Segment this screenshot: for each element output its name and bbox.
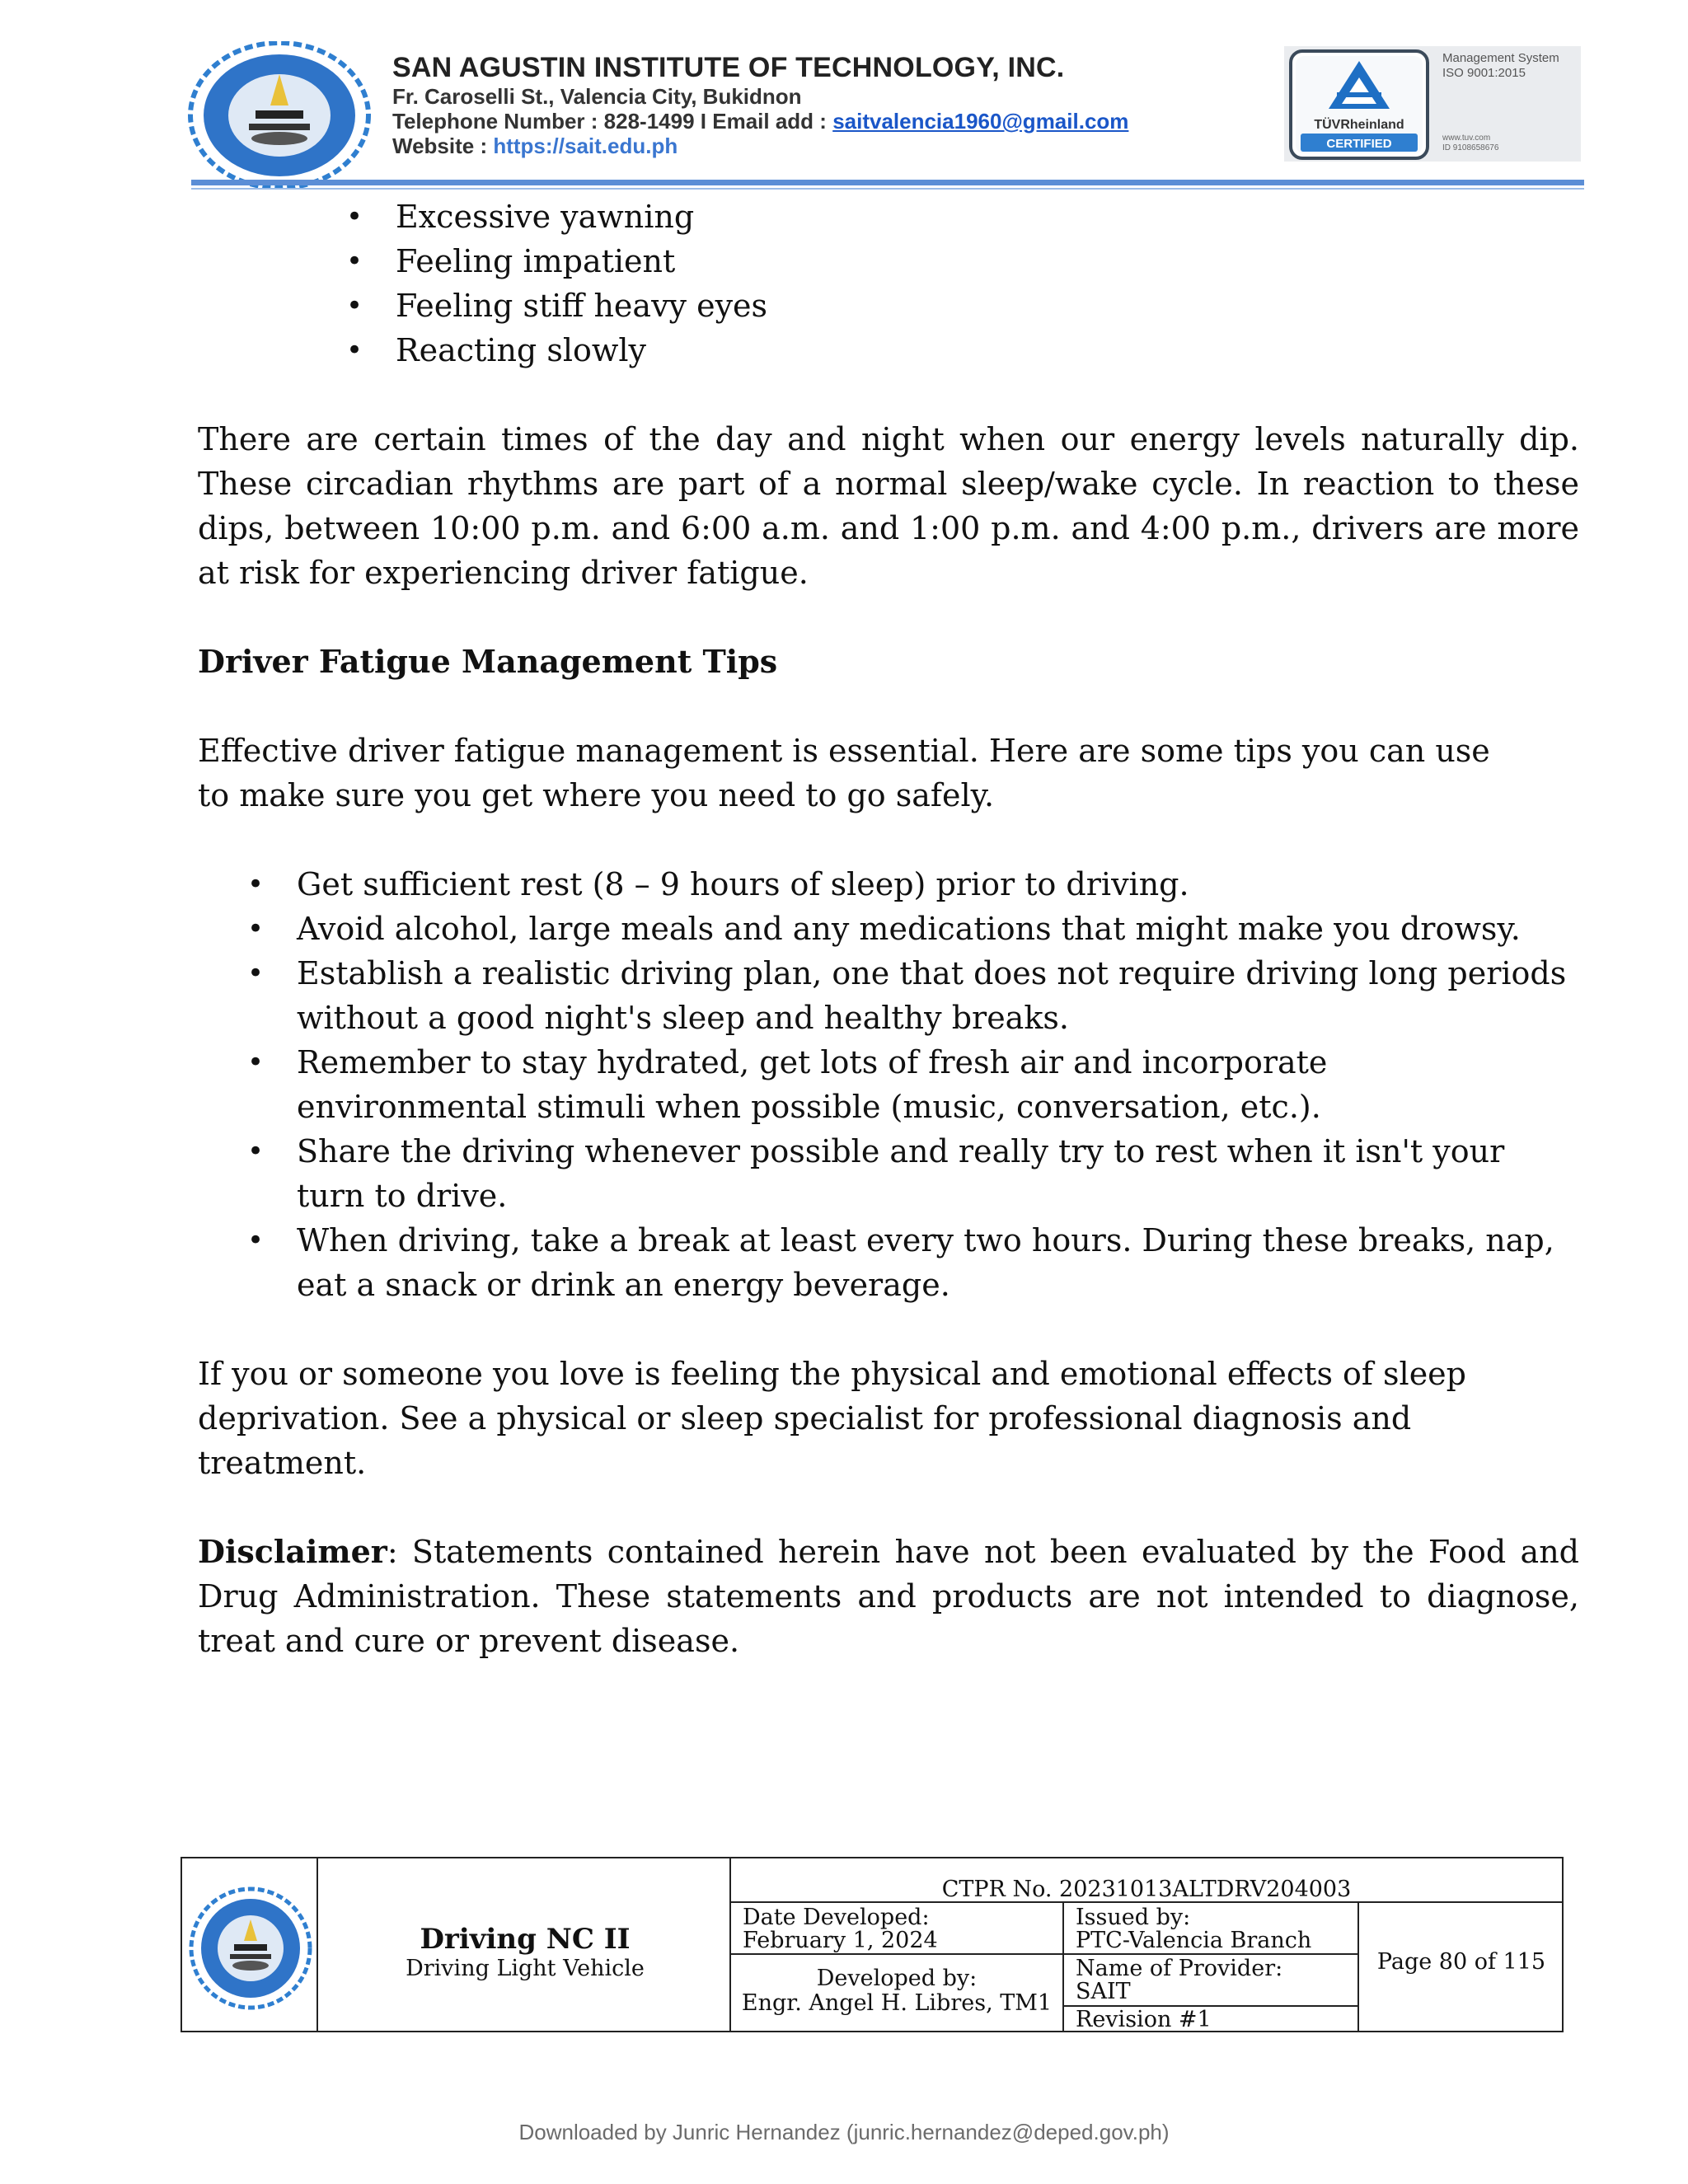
page-number: Page 80 of 115 — [1376, 1949, 1546, 1975]
course-title: Driving NC II — [420, 1923, 631, 1956]
cert-id-text — [1442, 134, 1498, 153]
institution-name: SAN AGUSTIN INSTITUTE OF TECHNOLOGY, INC. — [392, 52, 1065, 83]
page-content — [198, 194, 1579, 1663]
disclaimer-paragraph — [198, 1530, 1579, 1663]
course-subtitle: Driving Light Vehicle — [406, 1956, 645, 1981]
fatigue-signs-list — [396, 194, 1579, 373]
list-item: • Remember to stay hydrated, get lots of fresh air and incorporate environmental stimuli when possible (music, conversation, etc.). — [297, 1040, 1393, 1129]
download-note: Downloaded by Junric Hernandez (junric.hernandez@deped.gov.ph) — [518, 2120, 1170, 2144]
disclaimer-text: : Statements contained herein have not been evaluated by the Food and Drug Administration. These statements and products are not intended to diagnose, treat and cure or prevent disease. — [198, 1534, 1579, 1659]
phone-number: 828-1499 — [603, 109, 695, 134]
ctpr-number: CTPR No. 20231013ALTDRV204003 — [941, 1877, 1352, 1902]
provider-name: SAIT — [1076, 1979, 1131, 2004]
cert-system: Management System — [1442, 51, 1559, 65]
management-system-text — [1442, 51, 1574, 81]
iso-certification-box — [1284, 46, 1581, 162]
revision-number: Revision #1 — [1076, 2007, 1212, 2032]
section-heading: Driver Fatigue Management Tips — [198, 643, 778, 680]
header-rule-thin — [191, 188, 1584, 190]
website-line — [392, 134, 1128, 158]
header-rule — [191, 180, 1584, 185]
institution-address: Fr. Caroselli St., Valencia City, Bukidnon — [392, 84, 802, 109]
list-item: • Establish a realistic driving plan, one that does not require driving long periods without a good night's sleep and healthy breaks. — [297, 951, 1579, 1040]
issuer: PTC-Valencia Branch — [1076, 1928, 1312, 1953]
tips-list — [297, 862, 1579, 1307]
email-link[interactable]: saitvalencia1960@gmail.com — [832, 109, 1129, 134]
date-developed: February 1, 2024 — [743, 1928, 938, 1953]
cert-site: www.tuv.com — [1442, 134, 1491, 143]
list-item: • Feeling impatient — [396, 239, 1579, 284]
badge-label: CERTIFIED — [1326, 137, 1392, 151]
website-link[interactable]: https://sait.edu.ph — [493, 134, 678, 158]
date-developed-label: Date Developed: — [743, 1905, 930, 1930]
table-divider — [316, 1858, 318, 2031]
email-label: I Email add : — [700, 109, 827, 134]
circadian-paragraph: There are certain times of the day and night when our energy levels naturally dip. These circadian rhythms are part of a normal sleep/wake cycle. In reaction to these dips, between 10:00 p.m. and 6:00 a.m. and 1:00 p.m. and 4:00 p.m., drivers are more at risk for experiencing driver fatigue. — [198, 421, 1579, 591]
contact-line — [392, 109, 1128, 134]
institution-seal-icon — [188, 41, 371, 190]
cert-standard: ISO 9001:2015 — [1442, 66, 1526, 80]
list-item: • Get sufficient rest (8 – 9 hours of sleep) prior to driving. — [297, 862, 1579, 907]
badge-brand: TÜVRheinland — [1314, 118, 1404, 132]
developer-name: Engr. Angel H. Libres, TM1 — [741, 1990, 1053, 2016]
institution-seal-small-icon — [189, 1886, 312, 2010]
website-label: Website : — [392, 134, 488, 158]
phone-label: Telephone Number : — [392, 109, 598, 134]
list-item: • When driving, take a break at least every two hours. During these breaks, nap, eat a snack or drink an energy beverage. — [297, 1218, 1579, 1307]
document-header — [188, 41, 1581, 190]
list-item: • Feeling stiff heavy eyes — [396, 284, 1579, 328]
developed-by-label: Developed by: — [816, 1966, 978, 1991]
closing-paragraph: If you or someone you love is feeling the physical and emotional effects of sleep deprivation. See a physical or sleep specialist for professional diagnosis and treatment. — [198, 1356, 1466, 1481]
cert-id: ID 9108658676 — [1442, 143, 1499, 152]
list-item: • Reacting slowly — [396, 328, 1579, 373]
institution-info — [392, 51, 1128, 158]
list-item: • Excessive yawning — [396, 194, 1579, 239]
document-footer-table — [181, 1857, 1564, 2032]
table-divider — [1062, 1901, 1064, 2031]
provider-label: Name of Provider: — [1076, 1956, 1283, 1981]
list-item: • Avoid alcohol, large meals and any medications that might make you drowsy. — [297, 907, 1579, 951]
disclaimer-label: Disclaimer — [198, 1533, 387, 1570]
list-item: • Share the driving whenever possible and really try to rest when it isn't your turn to drive. — [297, 1129, 1533, 1218]
tuv-certified-badge-icon — [1289, 49, 1429, 160]
intro-paragraph: Effective driver fatigue management is essential. Here are some tips you can use to make sure you get where you need to go safely. — [198, 733, 1490, 813]
issued-by-label: Issued by: — [1076, 1905, 1191, 1930]
